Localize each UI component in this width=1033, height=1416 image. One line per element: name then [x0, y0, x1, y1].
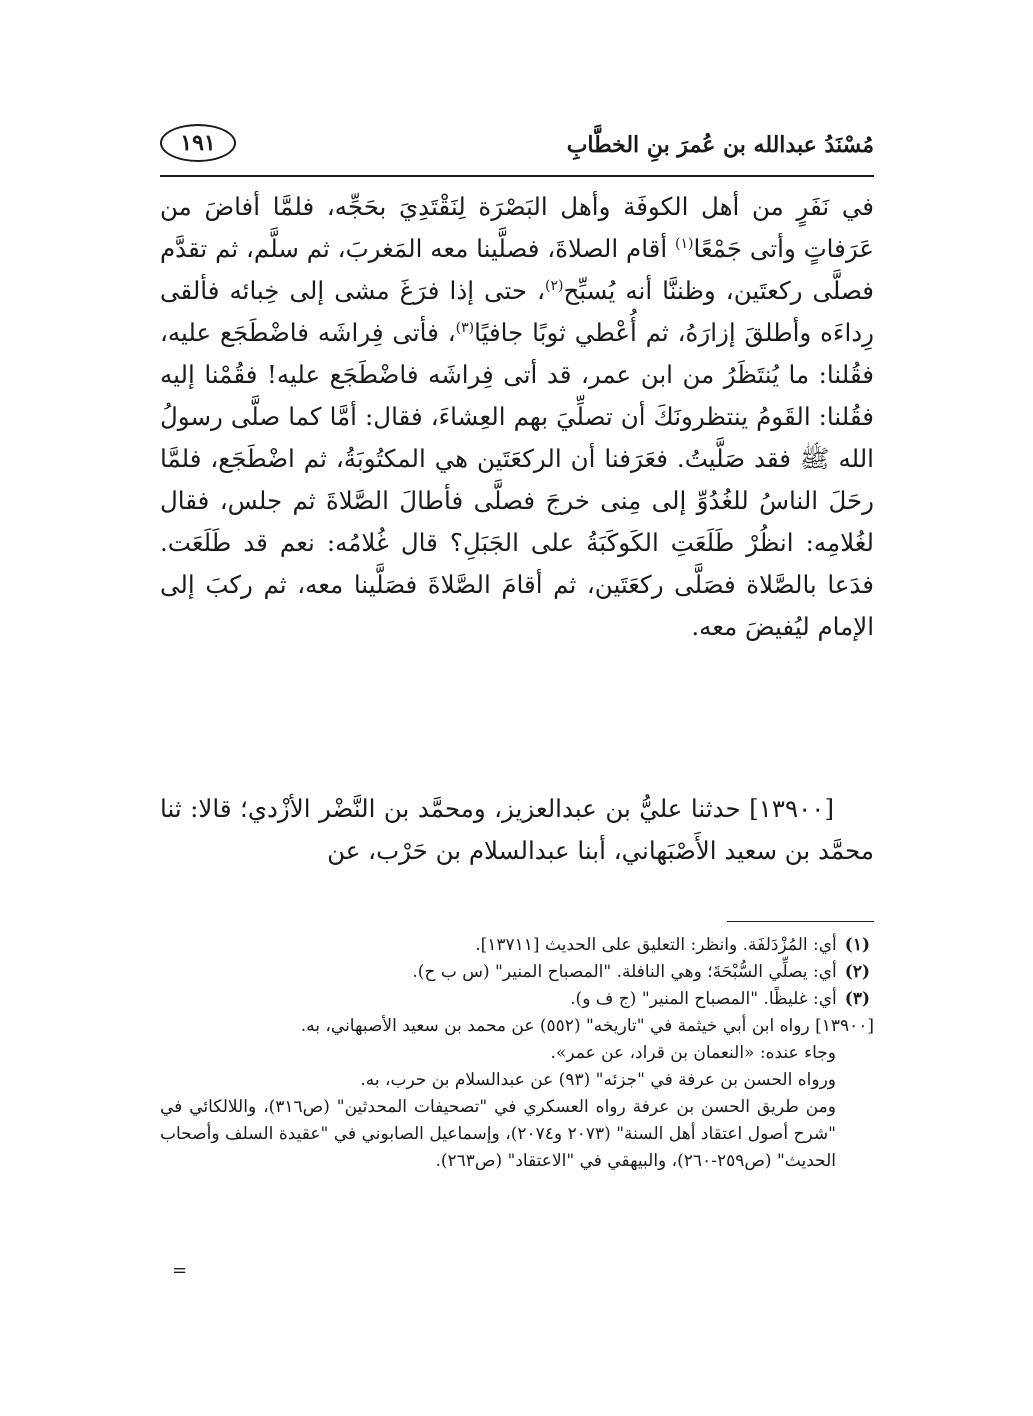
source-note-line: ورواه الحسن بن عرفة في "جزئه" (٩٣) عن عبدالسلام بن حرب، به.	[360, 1070, 836, 1090]
main-paragraph	[160, 186, 874, 648]
footnote-marker-2: (٢)	[545, 277, 564, 294]
footnotes	[160, 932, 874, 1175]
footnote-marker-3: (٣)	[455, 319, 475, 336]
page-number: ١٩١	[160, 124, 236, 162]
text-segment-4: ، فأتى فِراشَه فاضْطَجَع عليه، فقُلنا: ما يُنتَظَرُ من ابن عمر، قد أتى فِراشَه فاضْطَجَع عليه! فقُمْنا إليه فقُلنا: القَومُ ينتظرونَكَ أن تصلِّيَ بهم العِشاءَ، فقال: أمَّا كما صلَّى رسولُ الله ﷺ فقد صَلَّيتُ. فعَرَفنا أن الركعَتَين هي المكتُوبَةُ، ثم اضْطَجَع، فلمَّا رحَلَ الناسُ للغُدُوِّ إلى مِنى خرجَ فصلَّى فأطالَ الصَّلاةَ ثم جلس، فقال لغُلامِه: انظُرْ طَلَعَتِ الكَوكَبَةُ على الجَبَلِ؟ قال غُلامُه: نعم قد طَلَعَت. فدَعا بالصَّلاة فصَلَّى ركعَتَين، ثم أقامَ الصَّلاةَ فصَلَّينا معه، ثم ركبَ إلى الإمام ليُفيضَ معه.	[160, 318, 874, 641]
text-segment-1: في نَفَرٍ من أهل الكوفَة وأهل البَصْرَة لِنَقْتَدِيَ بحَجِّه، فلمَّا أفاضَ من عَرَفاتٍ وأتى جَمْعًا	[160, 192, 874, 263]
hadith-paragraph	[160, 788, 874, 872]
footnote-text-2: أي: يصلِّي السُّبْحَةَ؛ وهي النافلة. "المصباح المنير" (س ب ح).	[412, 962, 837, 982]
footnote-text-3: أي: غليظًا. "المصباح المنير" (ج ف و).	[570, 989, 837, 1009]
footnote-marker-1: (١)	[675, 235, 694, 252]
hadith-text: [١٣٩٠٠] حدثنا عليُّ بن عبدالعزيز، ومحمَّد بن النَّضْر الأزْدي؛ قالا: ثنا محمَّد بن سعيد الأَصْبَهاني، أبنا عبدالسلام بن حَرْب، عن	[160, 794, 874, 865]
running-title: مُسْنَدُ عبدالله بن عُمرَ بنِ الخطَّابِ	[566, 132, 874, 158]
source-note-line: وجاء عنده: «النعمان بن قراد، عن عمر».	[550, 1043, 836, 1063]
continuation-mark: =	[172, 1260, 188, 1281]
main-text	[160, 186, 874, 648]
header-rule	[160, 175, 874, 177]
footnote-1	[160, 932, 874, 959]
source-note-line: ومن طريق الحسن بن عرفة رواه العسكري في "تصحيفات المحدثين" (ص٣١٦)، واللالكائي في "شرح أصول اعتقاد أهل السنة" (٢٠٧٣ و٢٠٧٤)، وإسماعيل الصابوني في "عقيدة السلف وأصحاب الحديث" (ص٢٥٩-٢٦٠)، والبيهقي في "الاعتقاد" (ص٢٦٣).	[160, 1097, 836, 1171]
source-note-first: [١٣٩٠٠] رواه ابن أبي خيثمة في "تاريخه" (٥٥٢) عن محمد بن سعيد الأصبهاني، به.	[300, 1016, 874, 1036]
footnote-number-2: (٢)	[844, 962, 870, 982]
page-header	[160, 120, 874, 172]
text-segment-2: أقام الصلاةَ، فصلَّينا معه المَغربَ، ثم سلَّم، ثم تقدَّم فصلَّى ركعتَين، وظننَّا أنه يُسبِّح	[160, 234, 874, 305]
footnote-number-3: (٣)	[844, 989, 870, 1009]
footnote-3	[160, 986, 874, 1013]
footnote-text-1: أي: المُزْدَلفَة. وانظر: التعليق على الحديث [١٣٧١١].	[475, 935, 837, 955]
text-segment-3: ، حتى إذا فرَغَ مشى إلى خِبائه فألقى رِداءَه وأطلقَ إزارَهُ، ثم أُعْطي ثوبًا جافيًا	[160, 276, 874, 347]
footnote-number-1: (١)	[844, 935, 870, 955]
footnote-2	[160, 959, 874, 986]
footnote-rule	[727, 921, 874, 922]
